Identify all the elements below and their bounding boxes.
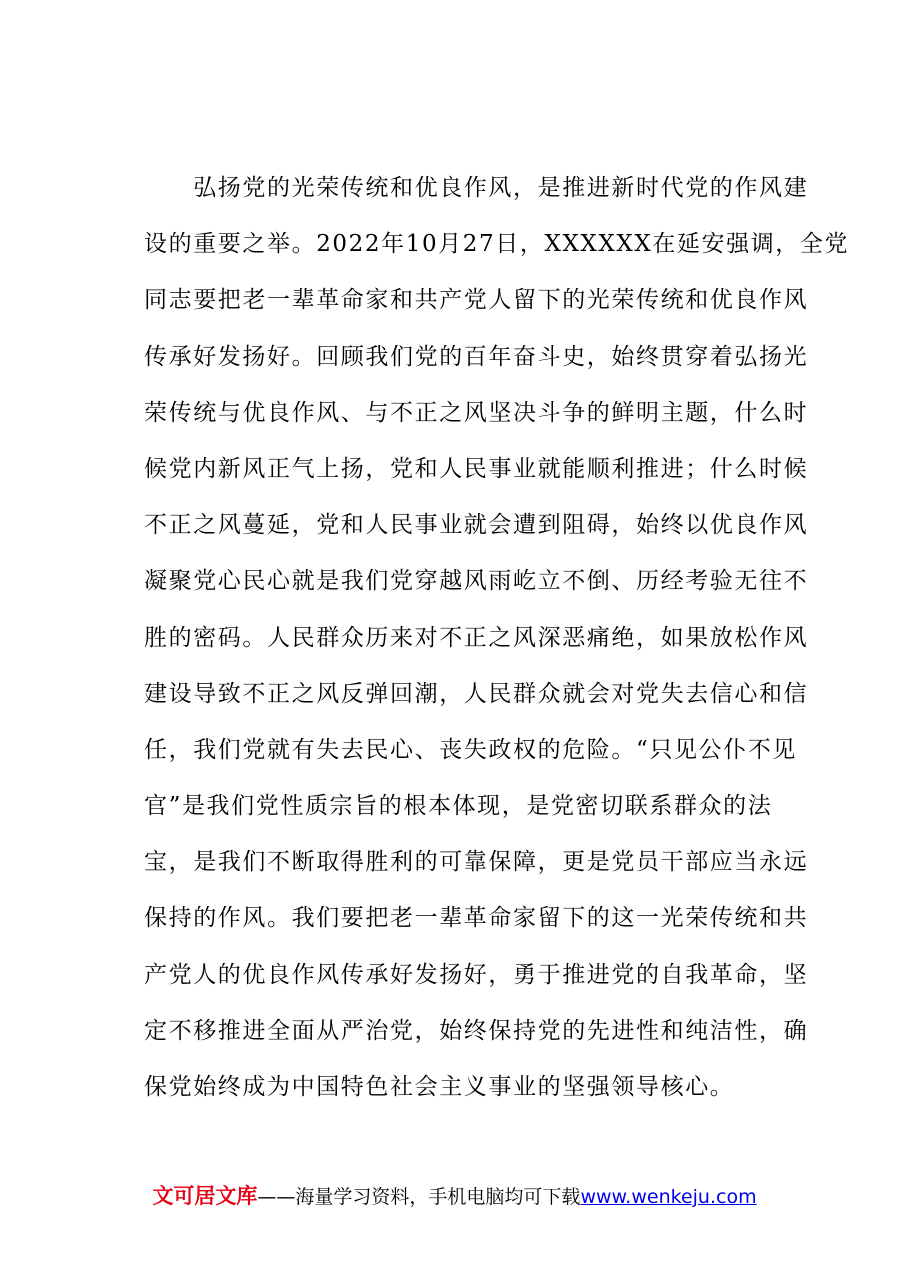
paragraph-line: 同志要把老一辈革命家和共产党人留下的光荣传统和优良作风 [144,287,809,314]
paragraph-line: 任，我们党就有失去民心、丧失政权的危险。“只见公仆不见 [144,736,797,763]
footer-banner [0,1180,909,1210]
paragraph-line: 不正之风蔓延，党和人民事业就会遭到阻碍，始终以优良作风 [144,512,809,539]
brand-name: 文可居文库 [152,1184,258,1208]
paragraph-line: 产党人的优良作风传承好发扬好，勇于推进党的自我革命，坚 [144,961,809,988]
paragraph-line: 建设导致不正之风反弹回潮，人民群众就会对党失去信心和信 [144,680,809,707]
paragraph-line: 宝，是我们不断取得胜利的可靠保障，更是党员干部应当永远 [144,849,809,876]
paragraph-line: 保党始终成为中国特色社会主义事业的坚强领导核心。 [144,1074,735,1100]
paragraph-line: 定不移推进全面从严治党，始终保持党的先进性和纯洁性，确 [144,1017,809,1044]
paragraph-line: 胜的密码。人民群众历来对不正之风深恶痛绝，如果放松作风 [144,624,809,651]
paragraph-line: 候党内新风正气上扬，党和人民事业就能顺利推进；什么时候 [144,455,809,482]
paragraph-line: 荣传统与优良作风、与不正之风坚决斗争的鲜明主题，什么时 [144,399,809,426]
paragraph-line: 设的重要之举。2022年10月27日，XXXXXX在延安强调，全党 [144,231,850,258]
footer-tagline: ——海量学习资料，手机电脑均可下载 [257,1186,581,1208]
paragraph-line: 传承好发扬好。回顾我们党的百年奋斗史，始终贯穿着弘扬光 [144,343,809,370]
body-paragraph [144,160,850,1115]
paragraph-line: 保持的作风。我们要把老一辈革命家留下的这一光荣传统和共 [144,905,809,932]
paragraph-line: 官”是我们党性质宗旨的根本体现，是党密切联系群众的法 [144,793,773,820]
website-link[interactable]: www.wenkeju.com [580,1186,757,1208]
paragraph-line: 弘扬党的光荣传统和优良作风，是推进新时代党的作风建 [144,175,809,201]
paragraph-line: 凝聚党心民心就是我们党穿越风雨屹立不倒、历经考验无往不 [144,568,809,595]
